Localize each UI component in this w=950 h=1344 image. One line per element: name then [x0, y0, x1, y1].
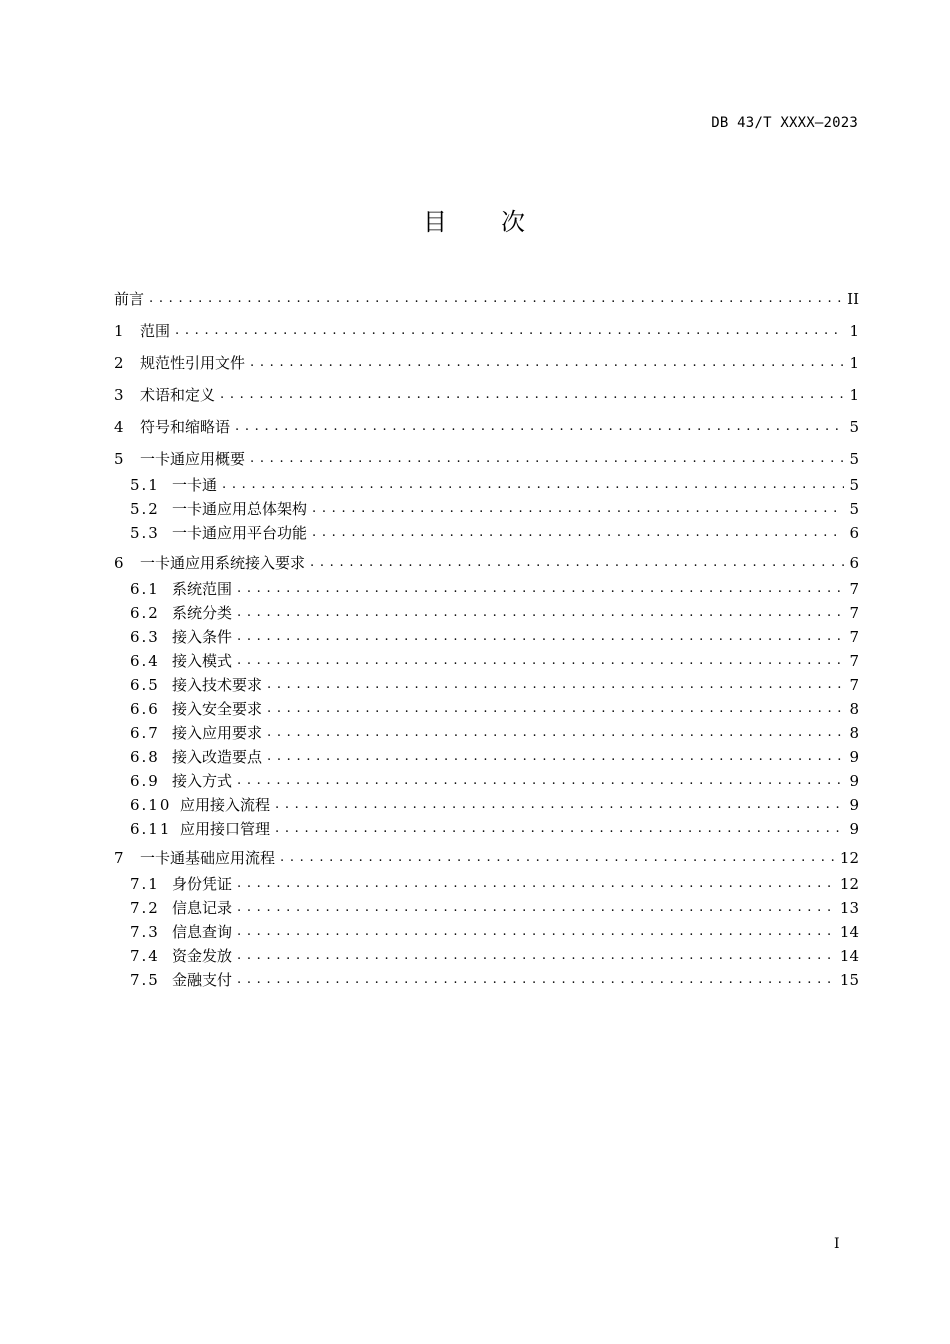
toc-entry-number: 7.1 [130, 875, 160, 893]
toc-entry[interactable] [114, 579, 859, 599]
title-char-1: 目 [423, 208, 449, 236]
toc-entry-number: 6 [114, 554, 124, 572]
toc-entry-page: 13 [839, 899, 859, 917]
toc-entry-number: 7.2 [130, 899, 160, 917]
toc-leader-dots [237, 627, 844, 647]
toc-leader-dots [237, 771, 844, 791]
toc-leader-dots [275, 819, 844, 839]
toc-entry-title: 一卡通 [172, 476, 218, 494]
toc-entry[interactable] [114, 771, 859, 791]
toc-entry[interactable] [114, 723, 859, 743]
toc-leader-dots [237, 898, 835, 918]
toc-entry-number: 5 [114, 450, 124, 468]
toc-entry-number: 6.7 [130, 724, 160, 742]
toc-leader-dots [222, 475, 844, 495]
toc-entry[interactable] [114, 819, 859, 839]
toc-entry-page: 14 [839, 923, 859, 941]
toc-entry-title: 系统分类 [172, 604, 233, 622]
toc-entry[interactable] [114, 603, 859, 623]
toc-entry-number: 7 [114, 849, 124, 867]
toc-entry-title: 一卡通应用总体架构 [172, 500, 308, 518]
toc-entry-title: 术语和定义 [140, 386, 216, 404]
toc-entry-title: 一卡通应用系统接入要求 [140, 554, 306, 572]
toc-entry-number: 1 [114, 322, 124, 340]
toc-entry-title: 资金发放 [172, 947, 233, 965]
toc-entry-page: 9 [849, 748, 859, 766]
toc-entry-page: 7 [849, 580, 859, 598]
toc-entry-title: 规范性引用文件 [140, 354, 246, 372]
toc-entry-title: 一卡通应用概要 [140, 450, 246, 468]
toc-leader-dots [267, 699, 844, 719]
toc-entry[interactable] [114, 499, 859, 519]
toc-entry-title: 应用接口管理 [180, 820, 271, 838]
toc-entry-title: 范围 [140, 322, 171, 340]
toc-entry-page: 1 [849, 386, 859, 404]
toc-entry[interactable] [114, 289, 859, 309]
toc-entry-number: 5.2 [130, 500, 160, 518]
toc-entry-page: 7 [849, 676, 859, 694]
toc-leader-dots [267, 723, 844, 743]
toc-entry[interactable] [114, 747, 859, 767]
toc-leader-dots [275, 795, 844, 815]
toc-leader-dots [312, 499, 844, 519]
toc-entry-page: 7 [849, 628, 859, 646]
toc-entry[interactable] [114, 553, 859, 573]
toc-entry[interactable] [114, 353, 859, 373]
toc-entry[interactable] [114, 795, 859, 815]
toc-entry[interactable] [114, 651, 859, 671]
toc-entry-page: 5 [849, 500, 859, 518]
toc-entry-page: 6 [849, 554, 859, 572]
toc-entry-page: 5 [849, 450, 859, 468]
toc-entry-number: 6.5 [130, 676, 160, 694]
toc-entry-title: 接入模式 [172, 652, 233, 670]
toc-entry-title: 接入安全要求 [172, 700, 263, 718]
toc-leader-dots [235, 417, 844, 437]
toc-entry-title: 应用接入流程 [180, 796, 271, 814]
toc-entry-page: 15 [839, 971, 859, 989]
toc-entry[interactable] [114, 385, 859, 405]
toc-leader-dots [237, 603, 844, 623]
toc-leader-dots [237, 651, 844, 671]
toc-entry-number: 6.10 [130, 796, 172, 814]
toc-entry-title: 接入方式 [172, 772, 233, 790]
toc-entry-title: 接入应用要求 [172, 724, 263, 742]
toc-entry-title: 系统范围 [172, 580, 233, 598]
toc-leader-dots [250, 449, 844, 469]
toc-entry-page: 6 [849, 524, 859, 542]
toc-entry[interactable] [114, 321, 859, 341]
toc-entry-number: 7.5 [130, 971, 160, 989]
toc-entry-number: 6.6 [130, 700, 160, 718]
toc-entry[interactable] [114, 922, 859, 942]
toc-entry[interactable] [114, 475, 859, 495]
toc-entry-number: 6.11 [130, 820, 172, 838]
toc-leader-dots [250, 353, 844, 373]
toc-entry-page: 8 [849, 700, 859, 718]
page-title [0, 202, 950, 237]
toc-leader-dots [149, 289, 842, 309]
toc-leader-dots [280, 848, 835, 868]
toc-entry-page: 7 [849, 604, 859, 622]
toc-leader-dots [237, 922, 835, 942]
toc-entry-number: 4 [114, 418, 124, 436]
page-number: I [834, 1236, 840, 1252]
toc-entry-title: 金融支付 [172, 971, 233, 989]
toc-leader-dots [220, 385, 844, 405]
toc-leader-dots [175, 321, 844, 341]
toc-leader-dots [237, 579, 844, 599]
toc-entry[interactable] [114, 970, 859, 990]
toc-entry-title: 一卡通应用平台功能 [172, 524, 308, 542]
toc-entry[interactable] [114, 523, 859, 543]
toc-entry-title: 符号和缩略语 [140, 418, 231, 436]
toc-entry[interactable] [114, 898, 859, 918]
toc-entry-number: 6.4 [130, 652, 160, 670]
title-char-2: 次 [501, 208, 527, 236]
toc-entry-page: 1 [849, 322, 859, 340]
toc-entry-number: 3 [114, 386, 124, 404]
toc-entry-title: 前言 [114, 290, 145, 308]
toc-entry-number: 6.8 [130, 748, 160, 766]
toc-entry[interactable] [114, 848, 859, 868]
toc-entry-page: 5 [849, 418, 859, 436]
toc-leader-dots [237, 874, 835, 894]
toc-entry-page: II [847, 290, 859, 308]
toc-leader-dots [312, 523, 844, 543]
toc-entry[interactable] [114, 699, 859, 719]
toc-entry-title: 信息查询 [172, 923, 233, 941]
toc-entry-title: 身份凭证 [172, 875, 233, 893]
toc-entry-page: 12 [839, 875, 859, 893]
toc-entry-title: 接入条件 [172, 628, 233, 646]
toc-leader-dots [237, 946, 835, 966]
toc-entry-page: 7 [849, 652, 859, 670]
toc-entry[interactable] [114, 417, 859, 437]
toc-entry-number: 5.1 [130, 476, 160, 494]
toc-entry-page: 1 [849, 354, 859, 372]
toc-entry-number: 5.3 [130, 524, 160, 542]
toc-entry[interactable] [114, 449, 859, 469]
toc-leader-dots [310, 553, 844, 573]
toc-leader-dots [267, 747, 844, 767]
toc-entry-title: 接入改造要点 [172, 748, 263, 766]
toc-entry-number: 6.2 [130, 604, 160, 622]
toc-entry-page: 5 [849, 476, 859, 494]
toc-entry-title: 信息记录 [172, 899, 233, 917]
toc-entry-number: 2 [114, 354, 124, 372]
toc-entry-number: 6.9 [130, 772, 160, 790]
toc-leader-dots [267, 675, 844, 695]
toc-entry-number: 6.3 [130, 628, 160, 646]
toc-entry-number: 6.1 [130, 580, 160, 598]
toc-entry-page: 9 [849, 820, 859, 838]
toc-entry-title: 一卡通基础应用流程 [140, 849, 276, 867]
toc-entry-page: 14 [839, 947, 859, 965]
document-code: DB 43/T XXXX—2023 [711, 115, 858, 131]
toc-entry[interactable] [114, 627, 859, 647]
toc-entry-number: 7.3 [130, 923, 160, 941]
toc-entry[interactable] [114, 946, 859, 966]
toc-entry-page: 9 [849, 772, 859, 790]
toc-leader-dots [237, 970, 835, 990]
toc-entry-number: 7.4 [130, 947, 160, 965]
toc-entry[interactable] [114, 675, 859, 695]
toc-entry[interactable] [114, 874, 859, 894]
toc-entry-page: 9 [849, 796, 859, 814]
toc-entry-title: 接入技术要求 [172, 676, 263, 694]
toc-entry-page: 8 [849, 724, 859, 742]
toc-entry-page: 12 [839, 849, 859, 867]
